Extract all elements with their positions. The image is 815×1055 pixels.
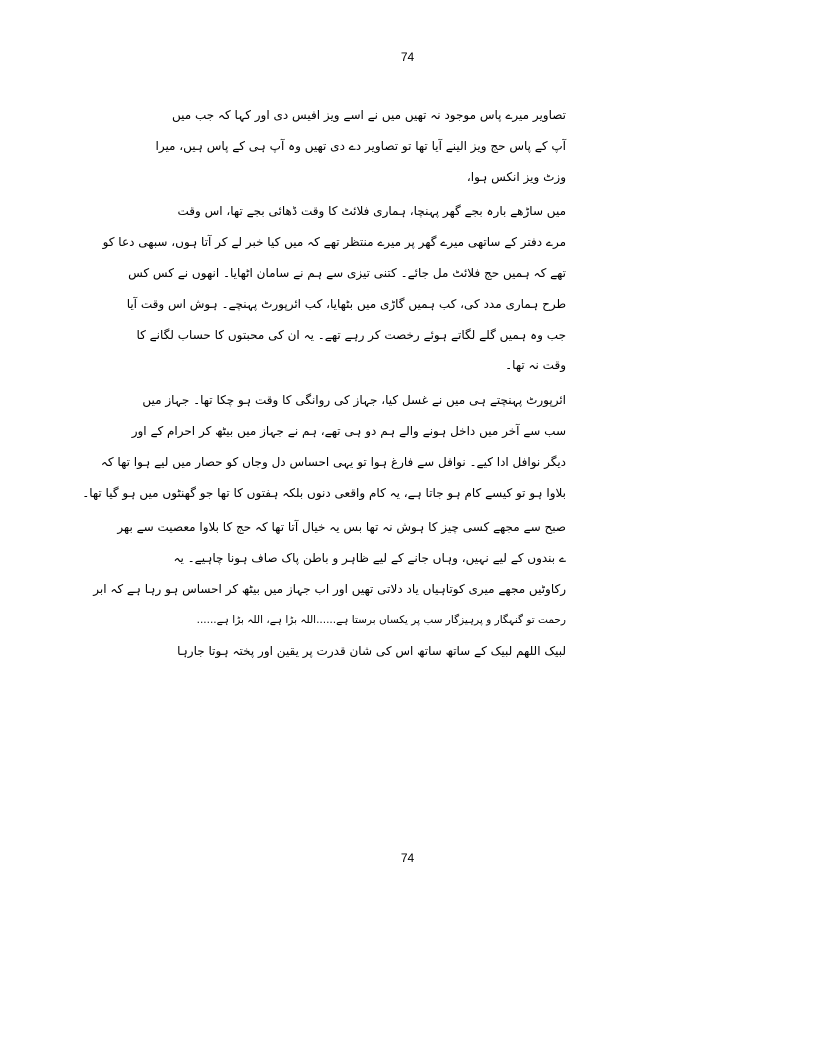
paragraph-1: [155, 100, 566, 192]
text-line: صبح سے مجھے کسی چیز کا ہوش نہ تھا بس یہ خیال آتا تھا کہ حج کا بلاوا معصیت سے بھر: [117, 520, 566, 535]
text-line: جب وہ ہمیں گلے لگاتے ہوئے رخصت کر رہے تھے۔ یہ ان کی محبتوں کا حساب لگانے کا: [136, 327, 566, 342]
text-line: تصاویر میرے پاس موجود نہ تھیں میں نے اسے ویز افیس دی اور کہا کہ جب میں: [171, 108, 566, 122]
text-line: آپ کے پاس حج ویز الینے آیا تھا تو تصاویر دے دی تھیں وہ آپ ہی کے پاس ہیں، میرا: [155, 138, 566, 153]
page-number-top: 74: [400, 50, 415, 64]
text-line: مرے دفتر کے ساتھی میرے گھر پر میرے منتظر تھے کہ میں کیا خبر لے کر آتا ہوں، سبھی دعا کو: [102, 235, 566, 250]
text-line: لبیک اللھم لبیک کے ساتھ ساتھ اس کی شان قدرت پر یقین اور پختہ ہوتا جارہا: [177, 643, 566, 658]
text-line: وزٹ ویز انکس ہوا،: [466, 169, 566, 184]
paragraph-4: [93, 512, 566, 666]
text-line: ائرپورٹ پہنچتے ہی میں نے غسل کیا، جہاز کی روانگی کا وقت ہو چکا تھا۔ جہاز میں: [142, 393, 566, 408]
text-line: تھے کہ ہمیں حج فلائٹ مل جائے۔ کتنی تیزی سے ہم نے سامان اٹھایا۔ انھوں نے کس کس: [128, 265, 566, 280]
urdu-text-body: [82, 100, 566, 670]
text-line: میں ساڑھے بارہ بجے گھر پہنچا، ہماری فلائٹ کا وقت ڈھائی بجے تھا، اس وقت: [177, 204, 566, 219]
text-line: رکاوٹیں مجھے میری کوتاہیاں یاد دلاتی تھیں اور اب جہاز میں بیٹھ کر احساس ہو رہا ہے کہ ابر: [93, 581, 566, 596]
text-line: دیگر نوافل ادا کیے۔ نوافل سے فارغ ہوا تو یہی احساس دل وجاں کو حصار میں لیے ہوا تھا کہ: [100, 454, 566, 469]
text-line: طرح ہماری مدد کی، کب ہمیں گاڑی میں بٹھایا، کب ائرپورٹ پہنچے۔ ہوش اس وقت آیا: [126, 296, 566, 311]
text-line: رحمت تو گنہگار و پرہیزگار سب پر یکساں برستا ہے......اللہ بڑا ہے، اللہ بڑا ہے......: [196, 613, 566, 626]
text-line: سب سے آخر میں داخل ہونے والے ہم دو ہی تھے، ہم نے جہاز میں بیٹھ کر احرام کے اور: [131, 423, 566, 438]
paragraph-3: [82, 385, 566, 508]
page-number-bottom: 74: [400, 851, 415, 865]
text-line: وقت نہ تھا۔: [505, 358, 566, 373]
text-line: ے بندوں کے لیے نہیں، وہاں جانے کے لیے ظاہر و باطن پاک صاف ہونا چاہیے۔ یہ: [173, 551, 566, 566]
text-line: بلاوا ہو تو کیسے کام ہو جاتا ہے، یہ کام واقعی دنوں بلکہ ہفتوں کا تھا جو گھنٹوں میں ہو گیا تھا۔: [82, 485, 566, 500]
paragraph-2: [102, 196, 566, 381]
